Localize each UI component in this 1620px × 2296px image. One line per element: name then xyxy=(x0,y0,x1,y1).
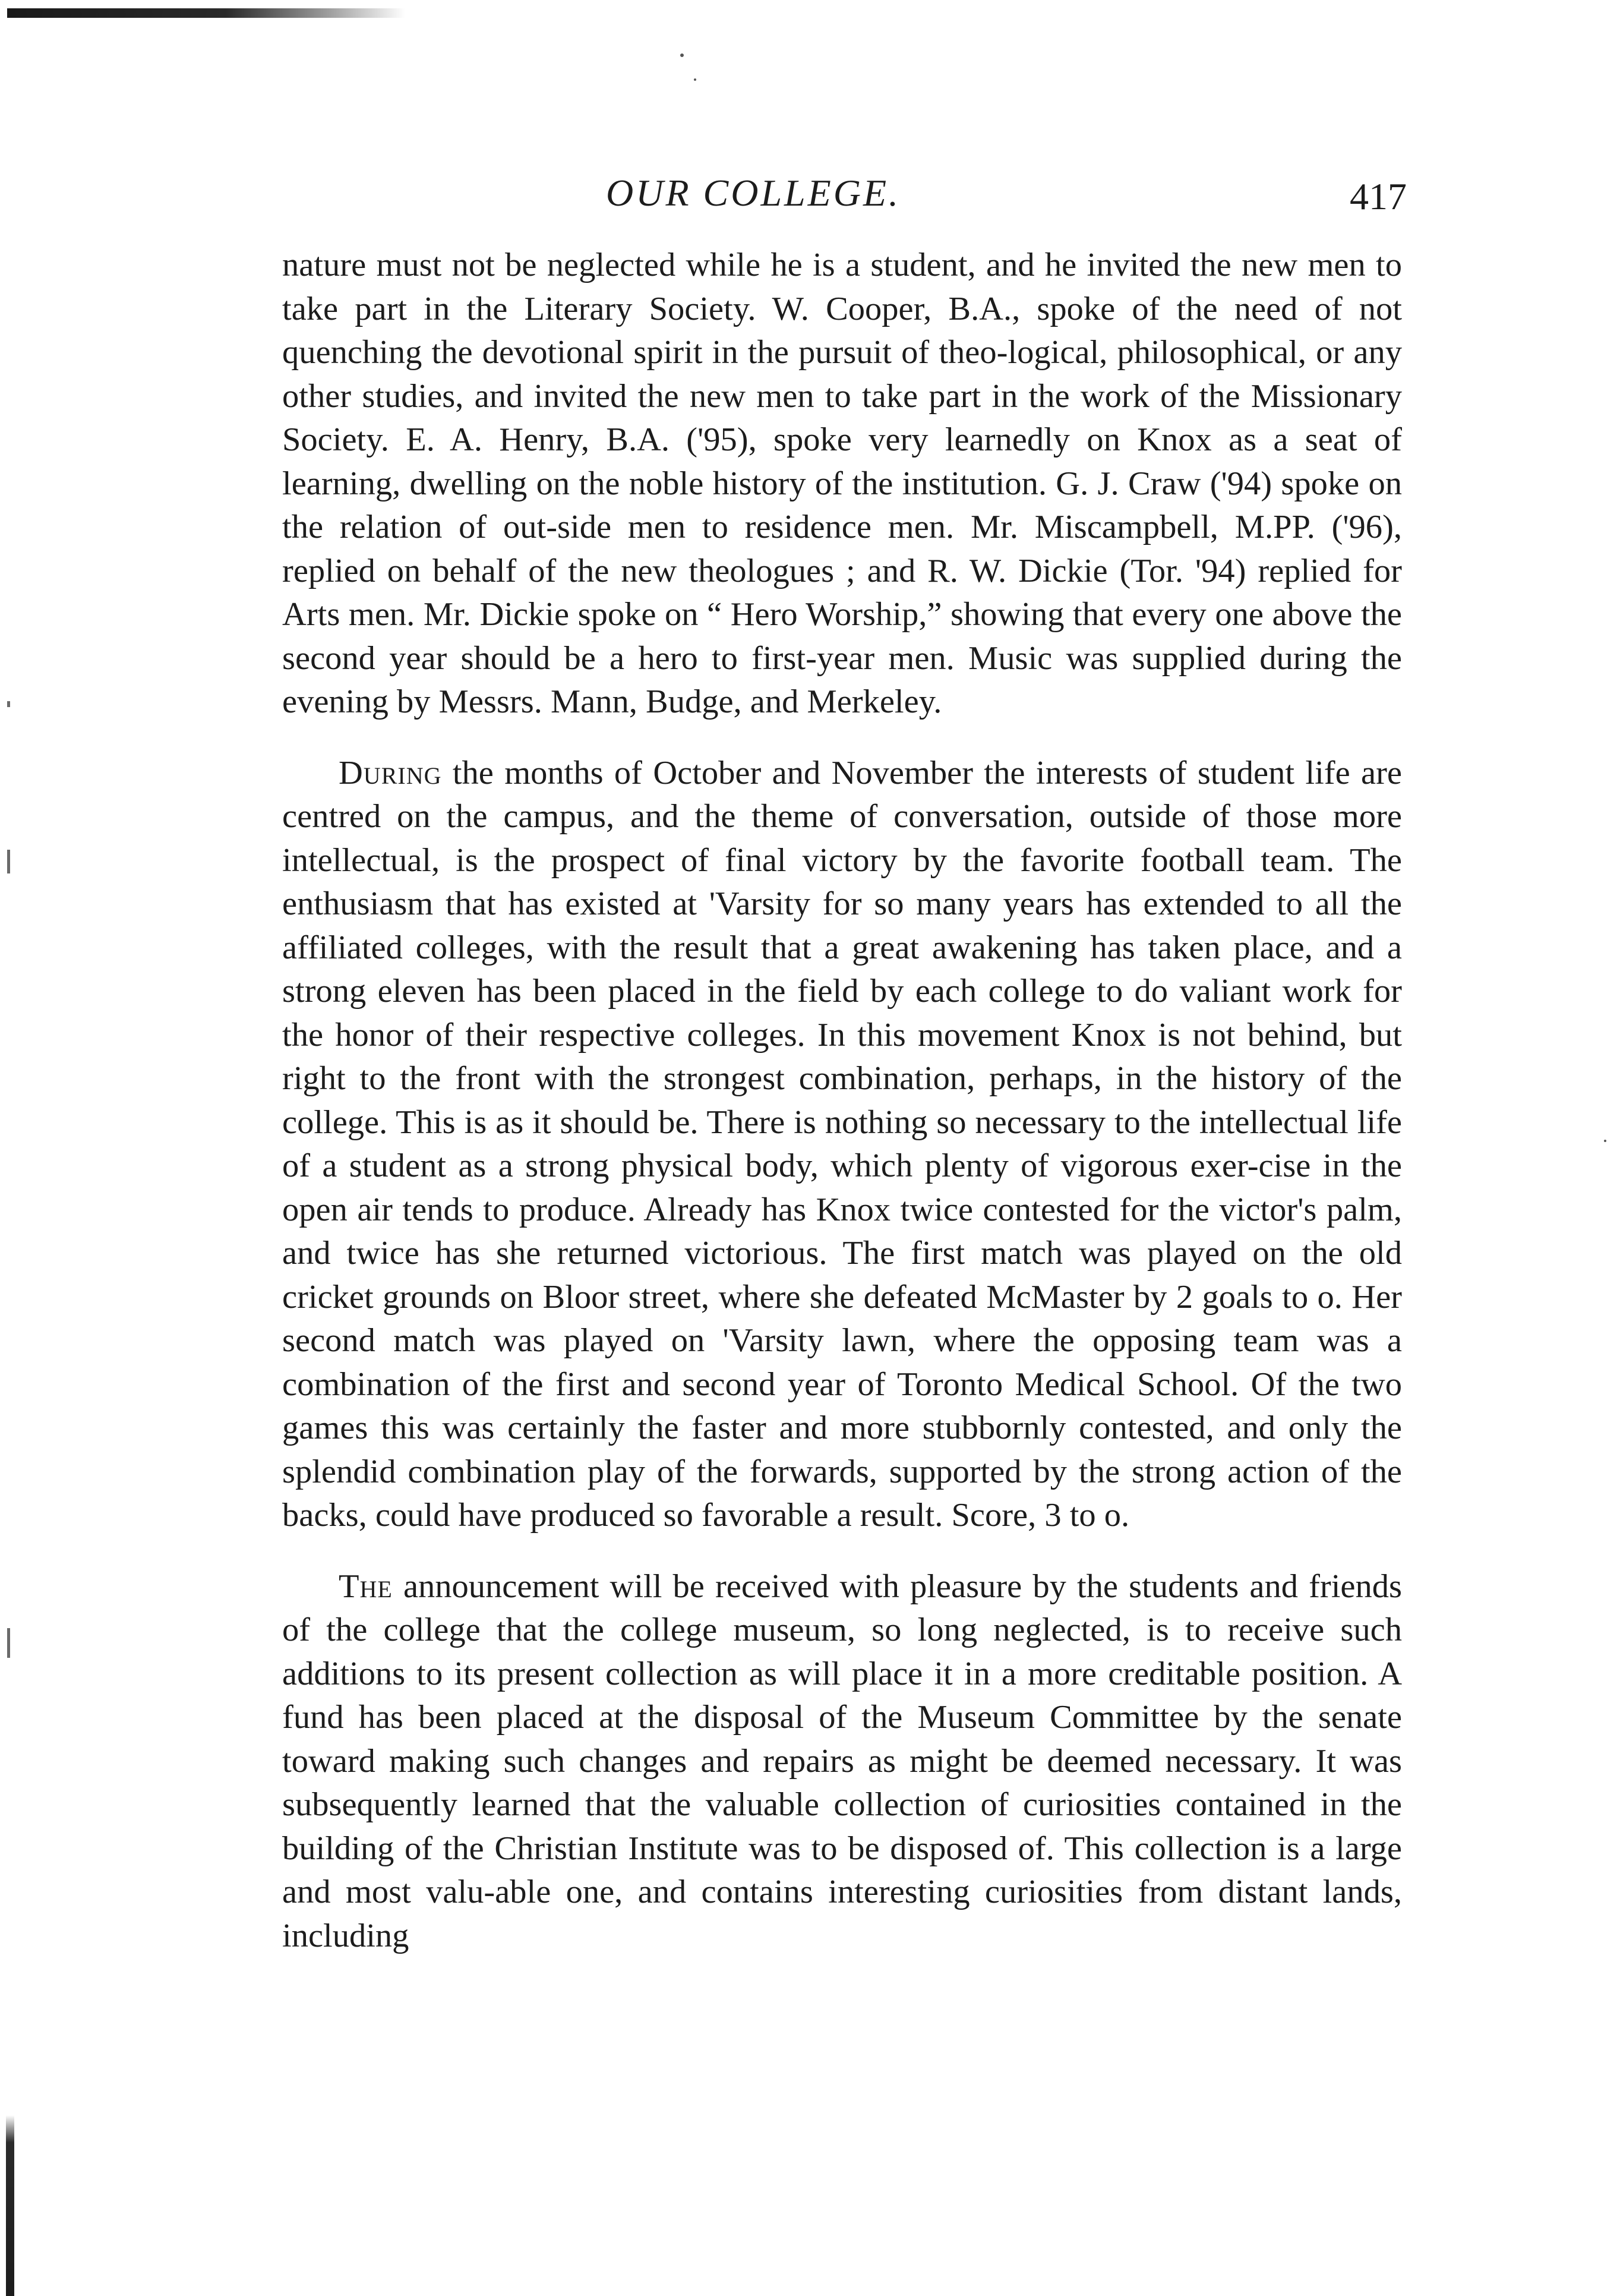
paragraph-text: the months of October and November the interests of student life are centred on the campus, and the theme of conversation, outside of those more intellectual, is the prospect of final victory by the favorite football team. The enthusiasm that has existed at 'Varsity for so many years has extended to all the affiliated colleges, with the result that a great awakening has taken place, and a strong eleven has been placed in the field by each college to do valiant work for the honor of their respective colleges. In this movement Knox is not behind, but right to the front with the strongest combination, perhaps, in the history of the college. This is as it should be. There is nothing so necessary to the intellectual life of a student as a strong physical body, which plenty of vigorous exer-cise in the open air tends to produce. Already has Knox twice contested for the victor's palm, and twice has she returned victorious. The first match was played on the old cricket grounds on Bloor street, where she defeated McMaster by 2 goals to o. Her second match was played on 'Varsity lawn, where the opposing team was a combination of the first and second year of Toronto Medical School. Of the two games this was certainly the faster and more stubbornly contested, and only the splendid combination play of the forwards, supported by the strong action of the backs, could have produced so favorable a result. Score, 3 to o. xyxy=(282,754,1402,1534)
paragraph-continued: nature must not be neglected while he is a student, and he invited the new men to take part in the Literary Society. W. Cooper, B.A., spoke of the need of not quenching the devotional spirit in the pursuit of theo-logical, philosophical, or any other studies, and invited the new men to take part in the work of the Missionary Society. E. A. Henry, B.A. ('95), spoke very learnedly on Knox as a seat of learning, dwelling on the noble history of the institution. G. J. Craw ('94) spoke on the relation of out-side men to residence men. Mr. Miscampbell, M.PP. ('96), replied on behalf of the new theologues ; and R. W. Dickie (Tor. '94) replied for Arts men. Mr. Dickie spoke on “ Hero Worship,” showing that every one above the second year should be a hero to first-year men. Music was supplied during the evening by Messrs. Mann, Budge, and Merkeley. xyxy=(282,247,1402,720)
paragraph-lead-word: The xyxy=(339,1568,393,1605)
running-title: OUR COLLEGE. xyxy=(606,172,901,214)
scan-speck xyxy=(1604,1140,1606,1142)
paragraph-football xyxy=(282,752,1402,1538)
scan-speck xyxy=(694,78,696,81)
paragraph-lead-word: During xyxy=(339,754,442,791)
paragraph-museum xyxy=(282,1565,1402,1958)
paragraph-text: announcement will be received with pleasure by the students and friends of the college that the college museum, so long neglected, is to receive such additions to its present collection as will place it in a more creditable position. A fund has been placed at the disposal of the Museum Committee by the senate toward making such changes and repairs as might be deemed necessary. It was subsequently learned that the valuable collection of curiosities contained in the building of the Christian Institute was to be disposed of. This collection is a large and most valu-able one, and contains interesting curiosities from distant lands, including xyxy=(282,1568,1402,1954)
scan-edge-shadow-left xyxy=(6,2115,14,2296)
scan-speck xyxy=(680,53,684,57)
article-body xyxy=(282,244,1402,1985)
scan-edge-mark xyxy=(7,701,10,707)
page-number: 417 xyxy=(1350,175,1407,217)
scan-edge-mark xyxy=(7,1628,10,1658)
scan-edge-shadow-top xyxy=(7,8,405,18)
running-head xyxy=(0,160,1620,226)
scan-edge-mark xyxy=(7,850,10,873)
